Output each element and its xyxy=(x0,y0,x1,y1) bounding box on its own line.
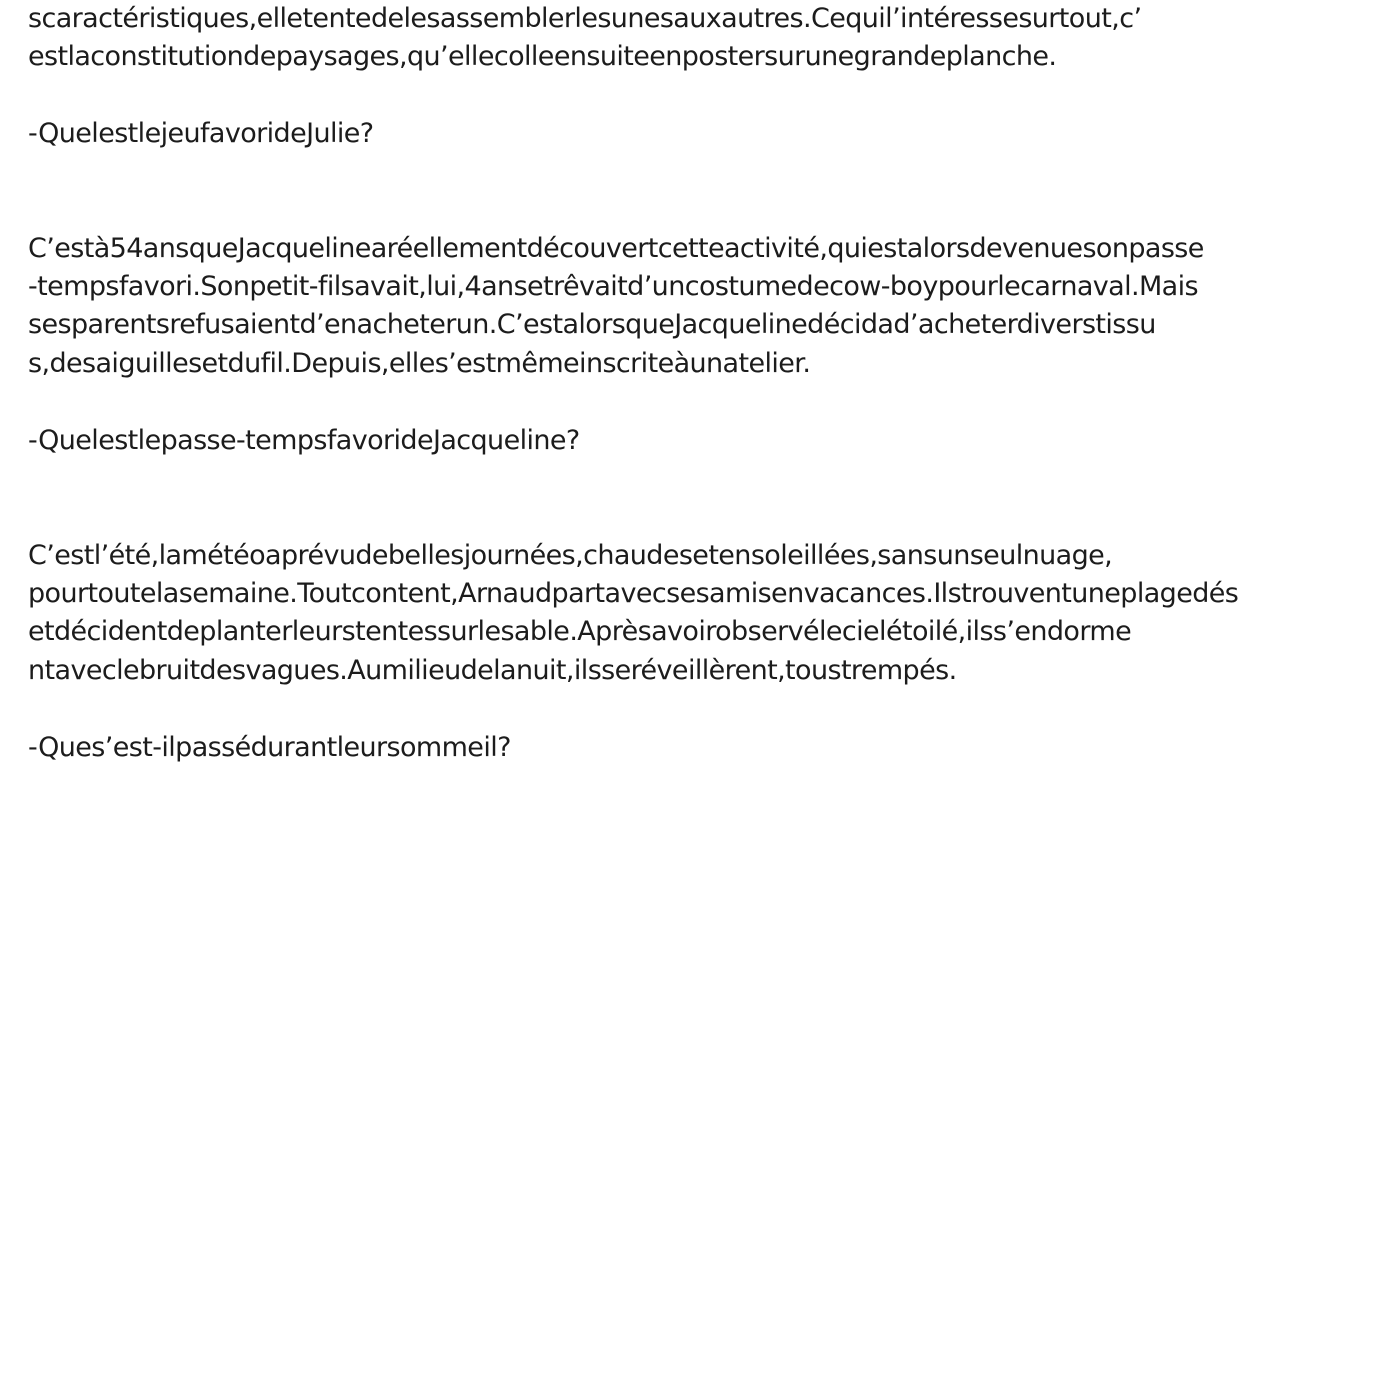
passage-2-line-3: sesparentsrefusaientd’enacheterun.C’estalorsqueJacquelinedécidad’acheterdiverstissu xyxy=(28,309,1156,340)
passage-2-line-2: -tempsfavori.Sonpetit-filsavait,lui,4ansetrêvaitd’uncostumedecow-boypourlecarnaval.Mais xyxy=(28,271,1198,302)
passage-3-line-1: C’estl’été,lamétéoaprévudebellesjournées,chaudesetensoleillées,sansunseulnuage, xyxy=(28,540,1113,571)
question-3: -Ques’est-ilpassédurantleursommeil? xyxy=(28,732,511,763)
question-2: -Quelestlepasse-tempsfavorideJacqueline? xyxy=(28,425,580,456)
passage-3-line-2: pourtoutelasemaine.Toutcontent,Arnaudpartavecsesamisenvacances.Ilstrouventuneplagedés xyxy=(28,578,1239,609)
passage-3-line-4: ntaveclebruitdesvagues.Aumilieudelanuit,ilsseréveillèrent,toustrempés. xyxy=(28,655,957,686)
passage-1-line-1: scaractéristiques,elletentedelesassemblerlesunesauxautres.Cequil’intéressesurtout,c’ xyxy=(28,3,1142,34)
passage-2-line-1: C’està54ansqueJacquelinearéellementdécouvertcetteactivité,quiestalorsdevenuesonpasse xyxy=(28,233,1204,264)
question-1: -QuelestlejeufavorideJulie? xyxy=(28,118,374,149)
passage-3-line-3: etdécidentdeplanterleurstentessurlesable.Aprèsavoirobservélecielétoilé,ilss’endorme xyxy=(28,616,1132,647)
passage-1-line-2: estlaconstitutiondepaysages,qu’ellecolleensuiteenpostersurunegrandeplanche. xyxy=(28,41,1057,72)
passage-2-line-4: s,desaiguillesetdufil.Depuis,elles’estmêmeinscriteàunatelier. xyxy=(28,348,811,379)
